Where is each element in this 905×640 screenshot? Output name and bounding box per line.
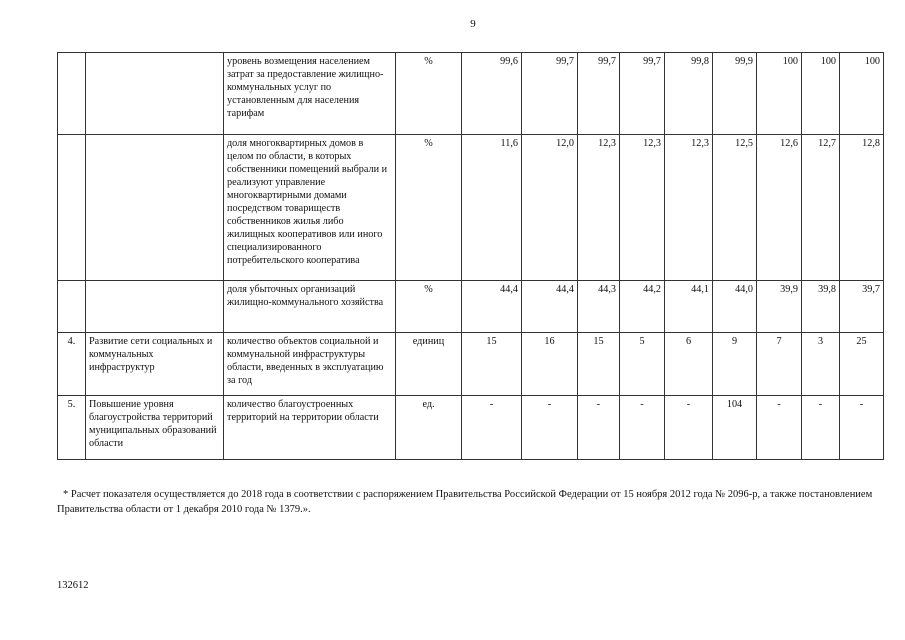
value-cell: 99,7 (522, 53, 578, 135)
value-cell: 44,3 (578, 281, 620, 333)
table-row (58, 281, 884, 333)
value-cell: 15 (578, 333, 620, 396)
value-cell: 12,0 (522, 135, 578, 281)
indicator-cell: уровень возмещения населением затрат за предоставление жилищно-коммунальных услуг по установленным для населения тарифам (224, 53, 396, 135)
unit-cell: ед. (396, 396, 462, 460)
footnote: * Расчет показателя осуществляется до 2018 года в соответствии с распоряжением Правительства Российской Федерации от 15 ноября 2012 года № 2096-р, а также постановлением Правительства области от 1 декабря 2010 года № 1379.». (57, 489, 873, 515)
value-cell: 44,4 (522, 281, 578, 333)
indicator-cell: доля многоквартирных домов в целом по области, в которых собственники помещений выбрали и реализуют управление многоквартирными домами посредством товариществ собственников жилья либо жилищных кооперативов или иного специализированного потребительского кооператива (224, 135, 396, 281)
value-cell: - (462, 396, 522, 460)
unit-cell: % (396, 53, 462, 135)
direction-cell (86, 281, 224, 333)
value-cell: 15 (462, 333, 522, 396)
value-cell: - (665, 396, 713, 460)
value-cell: - (802, 396, 840, 460)
value-cell: 100 (840, 53, 884, 135)
indicator-cell: количество объектов социальной и коммунальной инфраструктуры области, введенных в эксплуатацию за год (224, 333, 396, 396)
table-row (58, 135, 884, 281)
value-cell: 100 (757, 53, 802, 135)
value-cell: 11,6 (462, 135, 522, 281)
value-cell: 44,0 (713, 281, 757, 333)
value-cell: 5 (620, 333, 665, 396)
direction-cell (86, 53, 224, 135)
indicator-cell: количество благоустроенных территорий на территории области (224, 396, 396, 460)
value-cell: 44,4 (462, 281, 522, 333)
value-cell: - (840, 396, 884, 460)
unit-cell: % (396, 135, 462, 281)
row-number: 4. (58, 333, 86, 396)
value-cell: 39,9 (757, 281, 802, 333)
value-cell: 99,6 (462, 53, 522, 135)
value-cell: 12,7 (802, 135, 840, 281)
value-cell: 9 (713, 333, 757, 396)
value-cell: 12,6 (757, 135, 802, 281)
row-number: 5. (58, 396, 86, 460)
row-number (58, 53, 86, 135)
value-cell: 44,1 (665, 281, 713, 333)
direction-cell (86, 135, 224, 281)
value-cell: 16 (522, 333, 578, 396)
value-cell: 99,8 (665, 53, 713, 135)
unit-cell: % (396, 281, 462, 333)
value-cell: 12,3 (620, 135, 665, 281)
value-cell: 99,7 (620, 53, 665, 135)
value-cell: 99,9 (713, 53, 757, 135)
value-cell: 39,7 (840, 281, 884, 333)
value-cell: 12,3 (578, 135, 620, 281)
value-cell: 3 (802, 333, 840, 396)
value-cell: - (757, 396, 802, 460)
value-cell: 6 (665, 333, 713, 396)
value-cell: - (620, 396, 665, 460)
table-row (58, 396, 884, 460)
indicator-cell: доля убыточных организаций жилищно-коммунального хозяйства (224, 281, 396, 333)
table-row (58, 53, 884, 135)
value-cell: 7 (757, 333, 802, 396)
value-cell: 100 (802, 53, 840, 135)
value-cell: 104 (713, 396, 757, 460)
direction-cell: Повышение уровня благоустройства территорий муниципальных образований области (86, 396, 224, 460)
value-cell: 44,2 (620, 281, 665, 333)
value-cell: 12,8 (840, 135, 884, 281)
document-code: 132612 (57, 580, 89, 591)
value-cell: 25 (840, 333, 884, 396)
direction-cell: Развитие сети социальных и коммунальных инфраструктур (86, 333, 224, 396)
page-number: 9 (470, 18, 476, 30)
value-cell: - (522, 396, 578, 460)
row-number (58, 281, 86, 333)
unit-cell: единиц (396, 333, 462, 396)
value-cell: 12,5 (713, 135, 757, 281)
indicators-table (57, 52, 884, 460)
table-row (58, 333, 884, 396)
value-cell: - (578, 396, 620, 460)
row-number (58, 135, 86, 281)
value-cell: 12,3 (665, 135, 713, 281)
value-cell: 99,7 (578, 53, 620, 135)
value-cell: 39,8 (802, 281, 840, 333)
